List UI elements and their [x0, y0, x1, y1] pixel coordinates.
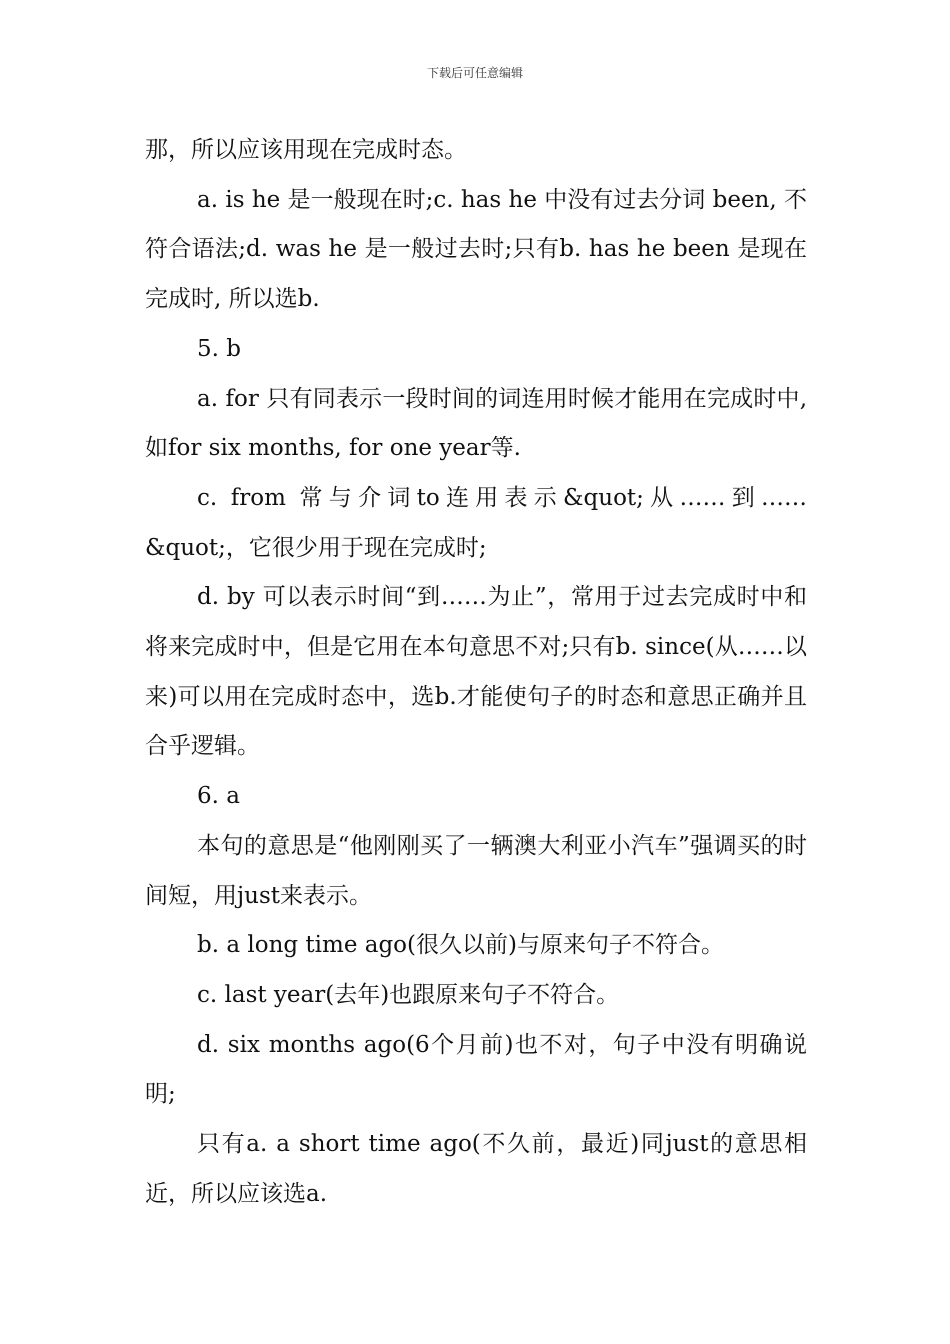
paragraph-option-a: a. for 只有同表示一段时间的词连用时候才能用在完成时中,如for six months, for one year等. — [145, 385, 807, 462]
paragraph-option-c-q6: c. last year(去年)也跟原来句子不符合。 — [197, 981, 620, 1008]
paragraph-conclusion: 只有a. a short time ago(不久前，最近)同just的意思相近，所以应该选a. — [145, 1131, 807, 1207]
paragraph-option-d-q6: d. six months ago(6个月前)也不对，句子中没有明确说明; — [145, 1031, 807, 1108]
paragraph-meaning: 本句的意思是“他刚刚买了一辆澳大利亚小汽车”强调买的时间短，用just来表示。 — [145, 832, 807, 909]
paragraph-option-b: b. a long time ago(很久以前)与原来句子不符合。 — [197, 932, 724, 959]
document-body — [145, 126, 807, 1219]
paragraph-option-d: d. by 可以表示时间“到……为止”，常用于过去完成时中和将来完成时中，但是它用在本句意思不对;只有b. since(从……以来)可以用在完成时态中，选b.才能使句子的时态和意思正确并且合乎逻辑。 — [145, 584, 807, 760]
paragraph-continuation: 那，所以应该用现在完成时态。 — [145, 137, 467, 163]
paragraph-option-c: c. from 常与介词to连用表示&quot;从……到……&quot;，它很少用于现在完成时; — [145, 484, 807, 561]
page-header: 下载后可任意编辑 — [426, 66, 523, 80]
answer-q5: 5. b — [197, 335, 241, 362]
paragraph-explanation-q4: a. is he 是一般现在时;c. has he 中没有过去分词 been, 不符合语法;d. was he 是一般过去时;只有b. has he been 是现在完成时, 所以选b. — [145, 186, 807, 313]
answer-q6: 6. a — [197, 783, 240, 810]
